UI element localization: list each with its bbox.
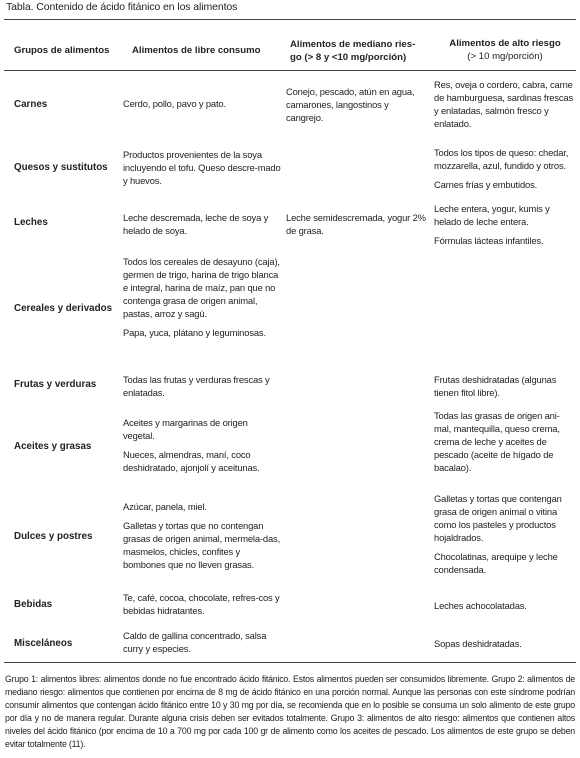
caption-text: Contenido de ácido fitánico en los alimentos bbox=[36, 1, 238, 13]
header-rule bbox=[4, 70, 576, 71]
cell-text: Carnes frías y embutidos. bbox=[434, 179, 538, 190]
cell-text: Todas las grasas de origen ani-mal, mantequilla, queso crema, crema de leche y aceites de pescado (aceite de hígado de bacalao). bbox=[434, 410, 560, 473]
cell-text: Frutas deshidratadas (algunas tienen fitol libre). bbox=[434, 374, 557, 398]
caption-prefix: Tabla. bbox=[6, 1, 34, 13]
row-free-cell bbox=[123, 148, 281, 187]
row-high-cell bbox=[434, 373, 576, 399]
header-medium-line2: go (> 8 y <10 mg/porción) bbox=[290, 52, 407, 63]
header-group: Grupos de alimentos bbox=[14, 45, 110, 56]
cell-text: Aceites y margarinas de origen vegetal. bbox=[123, 417, 248, 441]
row-free-cell bbox=[123, 591, 281, 617]
row-high-cell bbox=[434, 409, 576, 474]
cell-text: Nueces, almendras, maní, coco deshidratado, ajonjolí y aceitunas. bbox=[123, 449, 260, 473]
bottom-rule bbox=[4, 662, 576, 663]
cell-text: Cerdo, pollo, pavo y pato. bbox=[123, 98, 226, 109]
row-group-label: Cereales y derivados bbox=[14, 303, 113, 314]
cell-text: Chocolatinas, arequipe y leche condensada. bbox=[434, 551, 558, 575]
row-group-label: Misceláneos bbox=[14, 638, 73, 649]
row-high-cell bbox=[434, 599, 576, 612]
row-medium-cell bbox=[286, 211, 428, 237]
cell-text: Sopas deshidratadas. bbox=[434, 638, 522, 649]
cell-text: Azúcar, panela, miel. bbox=[123, 501, 207, 512]
header-high-line1: Alimentos de alto riesgo bbox=[449, 38, 561, 49]
cell-text: Fórmulas lácteas infantiles. bbox=[434, 235, 544, 246]
row-high-cell bbox=[434, 492, 576, 576]
cell-text: Todas las frutas y verduras frescas y enlatadas. bbox=[123, 374, 270, 398]
cell-text: Papa, yuca, plátano y leguminosas. bbox=[123, 327, 266, 338]
row-high-cell bbox=[434, 146, 576, 191]
cell-text: Res, oveja o cordero, cabra, carne de hamburguesa, sardinas frescas y enlatadas, salmón fresco y enlatado. bbox=[434, 79, 574, 129]
table-footnote: Grupo 1: alimentos libres: alimentos donde no fue encontrado ácido fitánico. Estos alimentos pueden ser consumidos libremente. Grupo 2: alimentos de mediano riesgo: alimentos que contienen por encima de 8 mg de ácido fitánico en una porción normal. Aunque las personas con este síndrome podrían consumir alimentos que contengan ácido fitánico entre 10 y 30 mg por día, se recomienda que en lo posible se consuma un solo alimento de este grupo por día y no de manera regular. Durante alguna crisis deben ser evitados totalmente. Grupo 3: alimentos de alto riesgo: alimentos que contienen altos niveles del ácido fitánico (por encima de 10 a 700 mg por cada 100 gr de alimento como los aceites de pescado. Los alimentos de este grupo se deben evitar totalmente (11). bbox=[5, 674, 575, 749]
cell-text: Te, café, cocoa, chocolate, refres-cos y bebidas hidratantes. bbox=[123, 592, 280, 616]
row-group-label: Carnes bbox=[14, 99, 48, 110]
cell-text: Leche entera, yogur, kumis y helado de leche entera. bbox=[434, 203, 550, 227]
cell-text: Leche descremada, leche de soya y helado de soya. bbox=[123, 212, 269, 236]
cell-text: Todos los tipos de queso: chedar, mozzarella, azul, fundido y otros. bbox=[434, 147, 569, 171]
cell-text: Productos provenientes de la soya incluyendo el tofu. Queso descre-mado y huevos. bbox=[123, 149, 281, 186]
row-medium-cell bbox=[286, 85, 428, 124]
cell-text: Galletas y tortas que no contengan grasas de origen animal, mermela-das, masmelos, chicles, confites y bombones que no lleven grasas. bbox=[123, 520, 281, 570]
row-high-cell bbox=[434, 637, 576, 650]
cell-text: Todos los cereales de desayuno (caja), germen de trigo, harina de trigo blanca e integral, harina de maíz, pan que no contenga grasa de origen animal, pastas, arroz y sagú. bbox=[123, 256, 280, 319]
row-group-label: Leches bbox=[14, 217, 48, 228]
row-free-cell bbox=[123, 373, 281, 399]
header-medium bbox=[290, 38, 430, 64]
cell-text: Leche semidescremada, yogur 2% de grasa. bbox=[286, 212, 426, 236]
header-high-line2: (> 10 mg/porción) bbox=[467, 51, 543, 62]
row-group-label: Bebidas bbox=[14, 599, 53, 610]
row-free-cell bbox=[123, 629, 281, 655]
header-high bbox=[434, 37, 576, 63]
row-free-cell bbox=[123, 500, 281, 571]
cell-text: Conejo, pescado, atún en agua, camarones, langostinos y cangrejo. bbox=[286, 86, 415, 123]
cell-text: Galletas y tortas que contengan grasa de origen animal o vitina como los pasteles y productos hojaldrados. bbox=[434, 493, 562, 543]
table-caption bbox=[6, 1, 237, 13]
row-group-label: Frutas y verduras bbox=[14, 379, 97, 390]
row-group-label: Dulces y postres bbox=[14, 531, 93, 542]
row-group-label: Aceites y grasas bbox=[14, 441, 92, 452]
row-free-cell bbox=[123, 211, 281, 237]
header-free: Alimentos de libre consumo bbox=[132, 45, 261, 56]
cell-text: Leches achocolatadas. bbox=[434, 600, 527, 611]
cell-text: Caldo de gallina concentrado, salsa curry y especies. bbox=[123, 630, 267, 654]
row-high-cell bbox=[434, 78, 576, 130]
header-medium-line1: Alimentos de mediano ries- bbox=[290, 39, 416, 50]
row-high-cell bbox=[434, 202, 576, 247]
row-free-cell bbox=[123, 97, 281, 110]
row-free-cell bbox=[123, 255, 281, 339]
top-rule bbox=[4, 19, 576, 20]
row-group-label: Quesos y sustitutos bbox=[14, 162, 108, 173]
row-free-cell bbox=[123, 416, 281, 474]
